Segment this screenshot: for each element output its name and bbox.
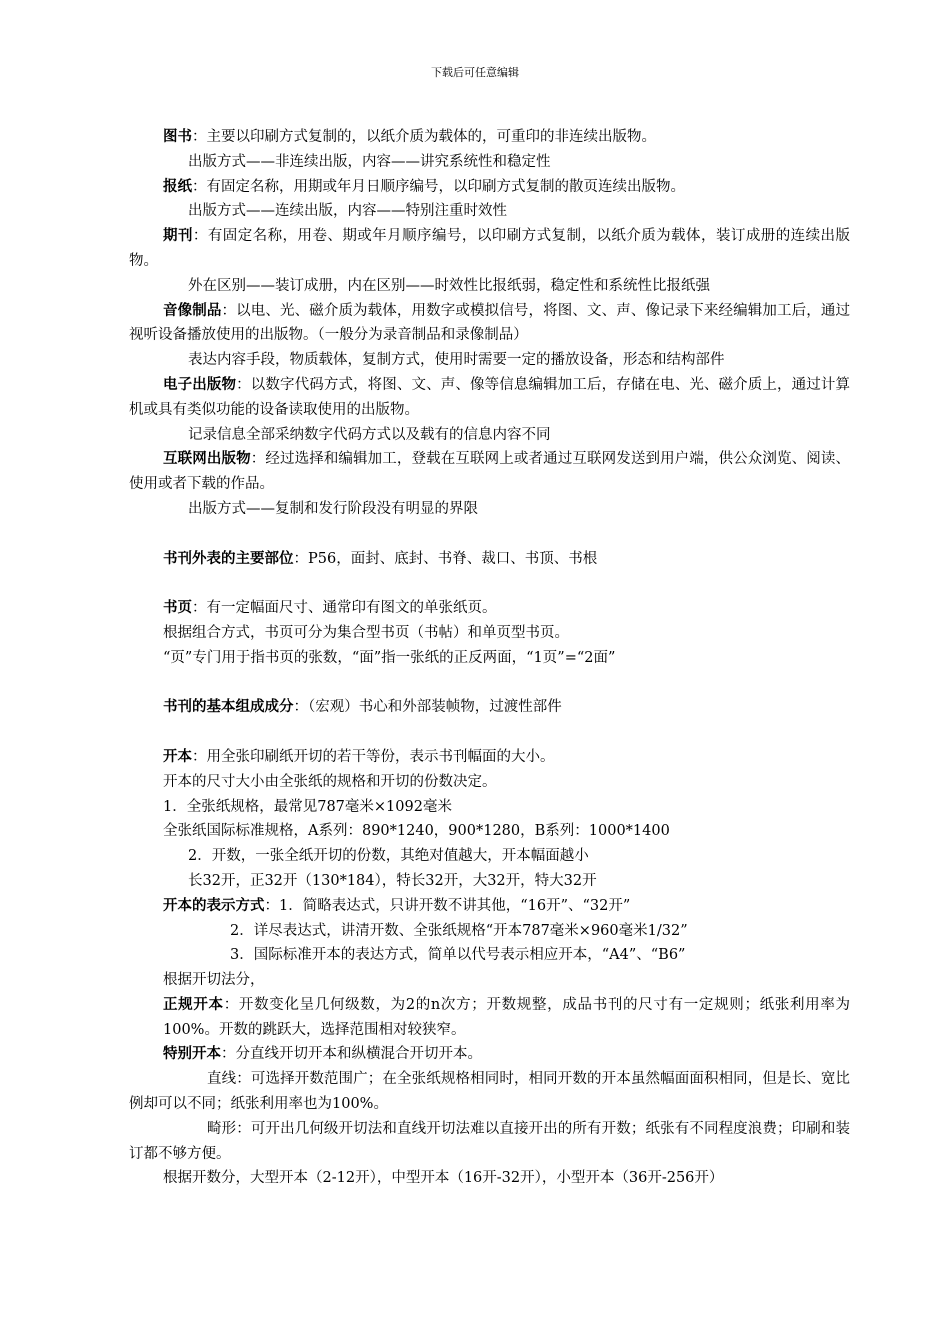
definition-text: ：有固定名称，用期或年月日顺序编号，以印刷方式复制的散页连续出版物。 xyxy=(192,178,685,195)
list-item: 2．开数，一张全纸开切的份数，其绝对值越大，开本幅面越小 xyxy=(188,848,589,865)
definition-text: ：以数字代码方式，将图、文、声、像等信息编辑加工后，存储在电、光、磁介质上，通过计算机或具有类似功能的设备读取使用的出版物。 xyxy=(129,376,851,418)
paragraph-note: 根据开数分，大型开本（2-12开），中型开本（16开-32开），小型开本（36开-256开） xyxy=(163,1170,724,1187)
paragraph-periodical xyxy=(129,224,850,274)
paragraph-format xyxy=(163,745,850,770)
list-item: 2．详尽表达式，讲清开数、全张纸规格“开本787毫米×960毫米1/32” xyxy=(230,922,688,939)
definition-text: ：分直线开切开本和纵横混合开切开本。 xyxy=(221,1046,482,1063)
paragraph-format-notation xyxy=(163,894,850,919)
definition-text: ：（宏观）书心和外部装帧物，过渡性部件 xyxy=(293,699,562,716)
term-format: 开本 xyxy=(163,747,192,765)
term-newspaper: 报纸 xyxy=(163,177,192,195)
list-item: 1．全张纸规格，最常见787毫米×1092毫米 xyxy=(163,798,452,815)
definition-text: ：主要以印刷方式复制的，以纸介质为载体的，可重印的非连续出版物。 xyxy=(192,129,656,145)
paragraph-newspaper xyxy=(163,175,850,200)
term-book: 图书 xyxy=(163,128,192,145)
paragraph-book xyxy=(163,125,850,150)
term-exterior-parts: 书刊外表的主要部位 xyxy=(163,549,294,567)
paragraph-note: “页”专门用于指书页的张数，“面”指一张纸的正反两面，“1页”=“2面” xyxy=(163,649,616,666)
term-format-notation: 开本的表示方式 xyxy=(163,896,265,914)
definition-text: ：1．简略表达式，只讲开数不讲其他，“16开”、“32开” xyxy=(264,897,631,914)
paragraph-note: 外在区别——装订成册，内在区别——时效性比报纸弱，稳定性和系统性比报纸强 xyxy=(188,277,710,294)
paragraph-note: 根据组合方式，书页可分为集合型书页（书帖）和单页型书页。 xyxy=(163,624,569,641)
term-electronic: 电子出版物 xyxy=(163,375,237,393)
paragraph-irregular-cut: 畸形：可开出几何级开切法和直线开切法难以直接开出的所有开数；纸张有不同程度浪费；印刷和装订都不够方便。 xyxy=(129,1120,850,1162)
term-periodical: 期刊 xyxy=(163,227,193,245)
paragraph-note: 记录信息全部采纳数字代码方式以及载有的信息内容不同 xyxy=(188,426,551,443)
paragraph-leaf xyxy=(163,596,850,621)
paragraph-components xyxy=(163,695,850,720)
document-body xyxy=(129,125,851,1191)
term-special-format: 特别开本 xyxy=(163,1045,221,1063)
paragraph-straight-cut: 直线：可选择开数范围广；在全张纸规格相同时，相同开数的开本虽然幅面面积相同，但是长、宽比例却可以不同；纸张利用率也为100%。 xyxy=(129,1071,850,1113)
paragraph-special-format xyxy=(163,1042,850,1067)
paragraph-exterior-parts xyxy=(163,547,850,572)
term-internet: 互联网出版物 xyxy=(163,450,251,468)
paragraph-audio-video xyxy=(129,299,850,349)
definition-text: ：有一定幅面尺寸、通常印有图文的单张纸页。 xyxy=(192,600,497,617)
paragraph-regular-format xyxy=(163,993,850,1043)
paragraph-electronic xyxy=(129,373,850,423)
paragraph-note: 开本的尺寸大小由全张纸的规格和开切的份数决定。 xyxy=(163,773,497,790)
definition-text: ：有固定名称，用卷、期或年月顺序编号，以印刷方式复制，以纸介质为载体，装订成册的连续出版物。 xyxy=(129,228,850,269)
paragraph-note: 出版方式——复制和发行阶段没有明显的界限 xyxy=(188,500,478,517)
term-regular-format: 正规开本 xyxy=(163,995,224,1013)
definition-text: ：P56，面封、底封、书脊、裁口、书顶、书根 xyxy=(293,550,598,567)
blank-line xyxy=(163,671,850,696)
definition-text: ：开数变化呈几何级数，为2的n次方；开数规整，成品书刊的尺寸有一定规则；纸张利用率为100%。开数的跳跃大，选择范围相对较狭窄。 xyxy=(163,996,851,1038)
paragraph-note: 出版方式——非连续出版，内容——讲究系统性和稳定性 xyxy=(188,153,551,170)
paragraph-internet xyxy=(129,447,850,497)
paragraph-note: 长32开，正32开（130*184），特长32开，大32开，特大32开 xyxy=(188,872,597,889)
paragraph-note: 表达内容手段，物质载体，复制方式，使用时需要一定的播放设备，形态和结构部件 xyxy=(188,352,725,369)
definition-text: ：以电、光、磁介质为载体，用数字或模拟信号，将图、文、声、像记录下来经编辑加工后，通过视听设备播放使用的出版物。（一般分为录音制品和录像制品） xyxy=(129,302,851,344)
term-audio-video: 音像制品 xyxy=(163,301,222,319)
definition-text: ：用全张印刷纸开切的若干等份，表示书刊幅面的大小。 xyxy=(192,748,555,765)
paragraph-note: 根据开切法分， xyxy=(163,972,265,989)
blank-line xyxy=(163,571,850,596)
blank-line xyxy=(163,522,850,547)
definition-text: ：经过选择和编辑加工，登载在互联网上或者通过互联网发送到用户端，供公众浏览、阅读、使用或者下载的作品。 xyxy=(129,451,850,493)
blank-line xyxy=(163,720,850,745)
term-leaf: 书页 xyxy=(163,599,192,617)
list-item: 3．国际标准开本的表达方式，简单以代号表示相应开本，“A4”、“B6” xyxy=(230,947,686,964)
paragraph-note: 全张纸国际标准规格，A系列：890*1240，900*1280，B系列：1000*1400 xyxy=(163,823,670,840)
page-header: 下载后可任意编辑 xyxy=(431,66,519,79)
term-components: 书刊的基本组成成分 xyxy=(163,698,294,716)
paragraph-note: 出版方式——连续出版，内容——特别注重时效性 xyxy=(188,203,507,220)
